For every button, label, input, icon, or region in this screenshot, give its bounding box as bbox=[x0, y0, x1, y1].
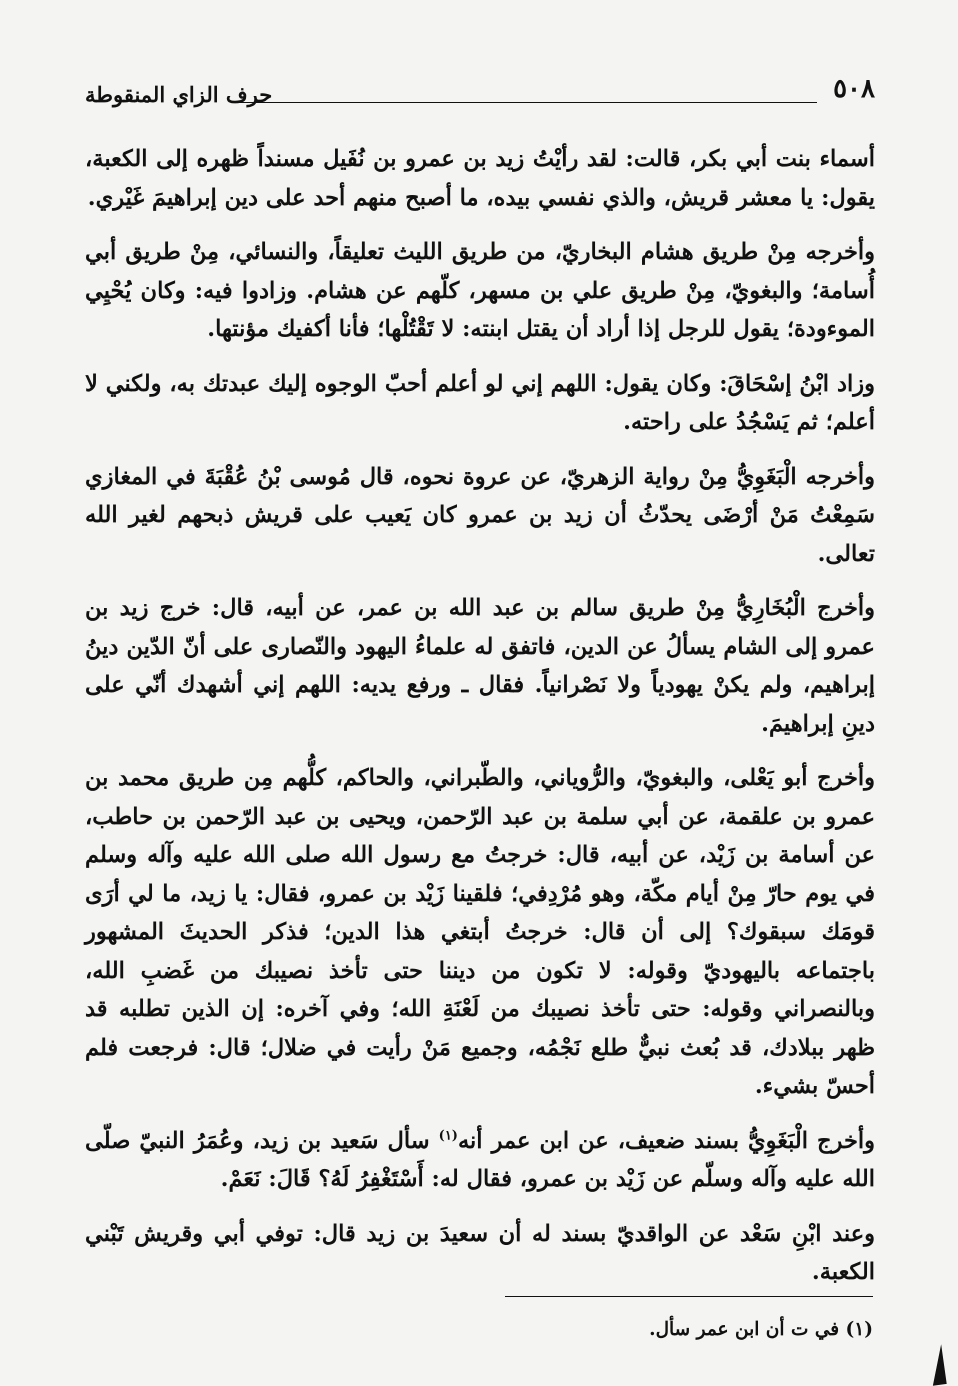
paragraph-text-before-ref: وأخرج الْبَغَوِيُّ بسند ضعيف، عن ابن عمر أنه bbox=[457, 1127, 875, 1154]
body-text bbox=[85, 140, 875, 1308]
page-number: ٥٠٨ bbox=[833, 74, 875, 104]
footnote-reference[interactable]: (١) bbox=[438, 1128, 458, 1143]
paragraph: وأخرج الْبُخَارِيُّ مِنْ طريق سالم بن عبد الله بن عمر، عن أبيه، قال: خرج زيد بن عمرو إلى الشام يسألُ عن الدين، فاتفق له علماءُ اليهود والنّصارى على أنّ الدّين دينُ إبراهيم، ولم يكنْ يهودياً ولا نَصْرانياً. فقال ـ ورفع يديه: اللهم إني أشهدك أنّي على دينِ إبراهيمَ. bbox=[85, 595, 875, 737]
paragraph: وأخرجه الْبَغَوِيُّ مِنْ رواية الزهريّ، عن عروة نحوه، قال مُوسى بْنُ عُقْبَةَ في المغازي سَمِعْتُ مَنْ أرْضَى يحدّثُ أن زيد بن عمرو كان يَعيب على قريش ذبحهم لغير الله تعالى. bbox=[85, 463, 875, 567]
footnote-rule bbox=[505, 1296, 873, 1297]
paragraph: أسماء بنت أبي بكر، قالت: لقد رأيْتُ زيد بن عمرو بن نُفَيل مسنداً ظهره إلى الكعبة، يقول: يا معشر قريش، والذي نفسي بيده، ما أصبح منهم أحد على دين إبراهيمَ غَيْري. bbox=[85, 146, 875, 211]
paragraph: وزاد ابْنُ إسْحَاقَ: وكان يقول: اللهم إني لو أعلم أحبّ الوجوه إليك عبدتك به، ولكني لا أعلم؛ ثم يَسْجُدُ على راحته. bbox=[85, 370, 875, 435]
paragraph-text-after-ref: سأل سَعيد بن زيد، وعُمَرُ النبيّ صلّى الله عليه وآله وسلّم عن زَيْد بن عمرو، فقال له: أَسْتَغْفِرُ لَهُ؟ قَالَ: نَعَمْ. bbox=[85, 1127, 875, 1192]
header-rule bbox=[235, 102, 817, 103]
page-header bbox=[85, 72, 875, 122]
page-corner-mark bbox=[927, 1344, 946, 1386]
paragraph: وأخرجه مِنْ طريق هشام البخاريّ، من طريق الليث تعليقاً، والنسائي، مِنْ طريق أبي أُسامة؛ والبغويّ، مِنْ طريق علي بن مسهر، كلّهم عن هشام. وزادوا فيه: وكان يُحْيِي الموءودة؛ يقول للرجل إذا أراد أن يقتل ابنته: لا تَقْتُلْها؛ فأنا أكفيك مؤنتها. bbox=[85, 239, 875, 342]
chapter-title: حرف الزاي المنقوطة bbox=[85, 82, 273, 107]
footnote: (١) في ت أن ابن عمر سأل. bbox=[649, 1319, 873, 1340]
paragraph: وعند ابْنِ سَعْد عن الواقديّ بسند له أن سعيدَ بن زيد قال: توفي أبي وقريش تَبْني الكعبة. bbox=[85, 1220, 875, 1285]
paragraph-with-footnote-ref bbox=[85, 1122, 875, 1199]
paragraph: وأخرج أبو يَعْلى، والبغويّ، والرُّوياني، والطّبراني، والحاكم، كلُّهم مِن طريق محمد بن عمرو بن علقمة، عن أبي سلمة بن عبد الرّحمن، ويحيى بن عبد الرّحمن بن حاطب، عن أسامة بن زَيْد، عن أبيه، قال: خرجتُ مع رسول الله صلى الله عليه وآله وسلم في يوم حارّ مِنْ أيام مكّة، وهو مُرْدِفي؛ فلقينا زَيْد بن عمرو، فقال: يا زيد، ما لي أرَى قومَك سبقوك؟ إلى أن قال: خرجتُ أبتغي هذا الدين؛ فذكر الحديثَ المشهور باجتماعه باليهوديّ وقوله: لا تكون من ديننا حتى تأخذ نصيبك من غَضبِ الله، وبالنصراني وقوله: حتى تأخذ نصيبك من لَعْنَةِ الله؛ وفي آخره: إن الذين تطلبه قد ظهر ببلادك، قد بُعث نبيٌّ طلع نَجْمُه، وجميع مَنْ رأيت في ضلال؛ قال: فرجعت فلم أحسّ بشيء. bbox=[85, 765, 875, 1099]
